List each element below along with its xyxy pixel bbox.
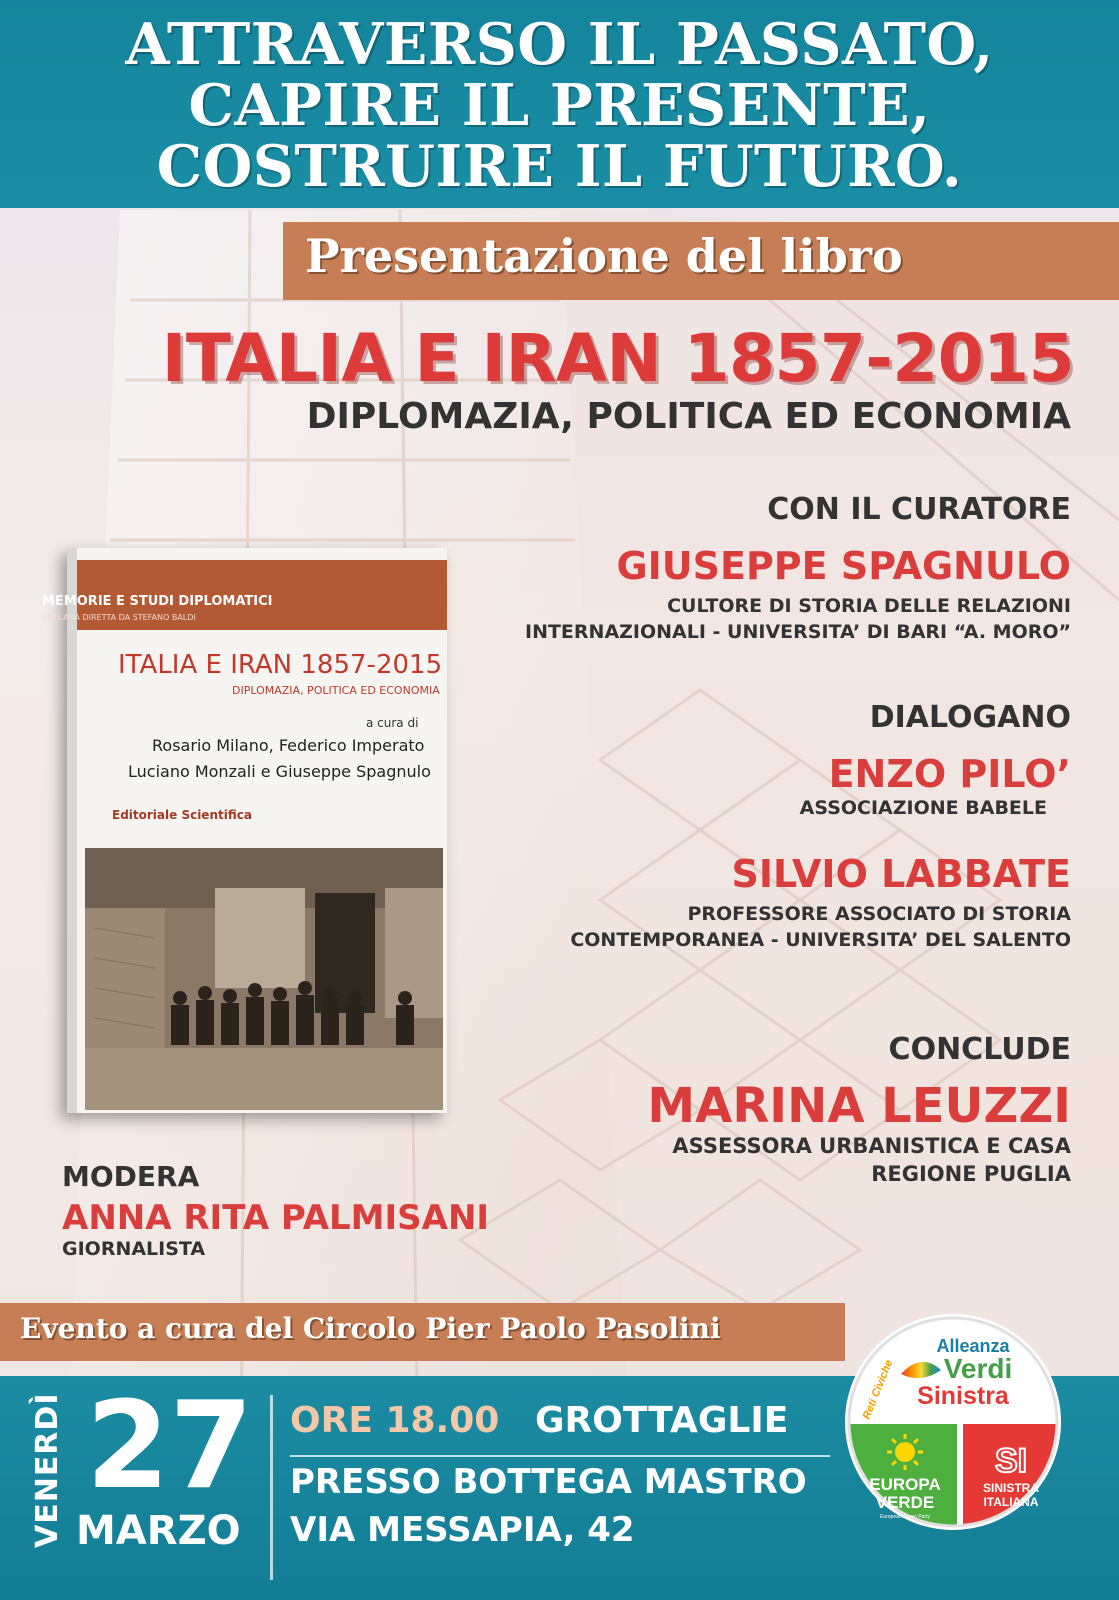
slogan-line-3: COSTRUIRE IL FUTURO. <box>156 133 963 200</box>
logo-verde-text: VERDE <box>875 1493 935 1512</box>
presentation-label: Presentazione del libro <box>305 229 903 283</box>
slogan <box>0 11 1119 200</box>
conclusion-desc-line-2: REGIONE PUGLIA <box>871 1162 1071 1186</box>
book-cover-series-sub: COLLANA DIRETTA DA STEFANO BALDI <box>42 613 196 622</box>
curator-name: GIUSEPPE SPAGNULO <box>616 544 1071 588</box>
book-title: ITALIA E IRAN 1857-2015 <box>161 320 1074 397</box>
details-horizontal-divider <box>290 1455 830 1457</box>
logo-si-mark: SI <box>994 1442 1028 1480</box>
moderator-role: MODERA <box>62 1160 200 1193</box>
moderator-desc: GIORNALISTA <box>62 1238 206 1260</box>
event-address: VIA MESSAPIA, 42 <box>290 1510 635 1550</box>
moderator-name: ANNA RITA PALMISANI <box>62 1198 490 1238</box>
speaker2-name: SILVIO LABBATE <box>731 852 1071 896</box>
book-cover-title: ITALIA E IRAN 1857-2015 <box>118 650 443 680</box>
speaker2-desc-line-2: CONTEMPORANEA - UNIVERSITA’ DEL SALENTO <box>570 929 1071 951</box>
book-spine <box>67 548 77 1113</box>
slogan-line-1: ATTRAVERSO IL PASSATO, <box>125 11 994 78</box>
speaker1-name: ENZO PILO’ <box>828 752 1071 796</box>
event-city: GROTTAGLIE <box>535 1400 789 1441</box>
event-time: ORE 18.00 <box>290 1400 500 1441</box>
conclusion-role: CONCLUDE <box>888 1032 1071 1067</box>
logo-sinistra-italiana-1: SINISTRA <box>982 1481 1040 1495</box>
book-cover-subtitle: DIPLOMAZIA, POLITICA ED ECONOMIA <box>232 684 440 697</box>
speaker2-desc-line-1: PROFESSORE ASSOCIATO DI STORIA <box>687 903 1071 925</box>
conclusion-desc-line-1: ASSESSORA URBANISTICA E CASA <box>672 1134 1071 1158</box>
alleanza-verdi-sinistra-logo <box>843 1312 1063 1532</box>
dialogue-role: DIALOGANO <box>869 700 1071 735</box>
curator-role: CON IL CURATORE <box>767 492 1071 527</box>
curator-desc-line-2: INTERNAZIONALI - UNIVERSITA’ DI BARI “A. MORO” <box>525 621 1071 643</box>
organizer-text: Evento a cura del Circolo Pier Paolo Pasolini <box>20 1312 721 1345</box>
logo-europa-text: EUROPA <box>869 1475 941 1494</box>
logo-sinistra-text: Sinistra <box>917 1382 1009 1410</box>
event-place: PRESSO BOTTEGA MASTRO <box>290 1462 807 1502</box>
logo-sinistra-italiana-2: ITALIANA <box>983 1495 1039 1509</box>
book-cover-authors-line-1: Rosario Milano, Federico Imperato <box>152 736 425 755</box>
book-subtitle: DIPLOMAZIA, POLITICA ED ECONOMIA <box>306 396 1071 437</box>
conclusion-name: MARINA LEUZZI <box>647 1078 1071 1134</box>
book-cover-photo <box>85 848 443 1110</box>
logo-verdi-text: Verdi <box>943 1353 1013 1384</box>
book-cover-publisher: Editoriale Scientifica <box>112 808 252 822</box>
slogan-line-2: CAPIRE IL PRESENTE, <box>188 72 931 139</box>
curator-desc-line-1: CULTORE DI STORIA DELLE RELAZIONI <box>667 595 1071 617</box>
book-cover-curated-by: a cura di <box>366 716 419 730</box>
logo-alleanza-text: Alleanza <box>936 1336 1010 1356</box>
logo-egp-text: European Green Party <box>879 1514 931 1520</box>
event-day: 27 <box>86 1377 253 1516</box>
event-month: MARZO <box>76 1508 241 1554</box>
details-vertical-divider <box>270 1395 273 1580</box>
book-cover-authors-line-2: Luciano Monzali e Giuseppe Spagnulo <box>128 762 431 781</box>
event-weekday: VENERDÌ <box>30 1392 65 1548</box>
book-cover-series: MEMORIE E STUDI DIPLOMATICI <box>42 594 273 609</box>
speaker1-desc: ASSOCIAZIONE BABELE <box>799 797 1047 819</box>
logo-reti-civiche-text: Reti Civiche <box>860 1358 896 1422</box>
